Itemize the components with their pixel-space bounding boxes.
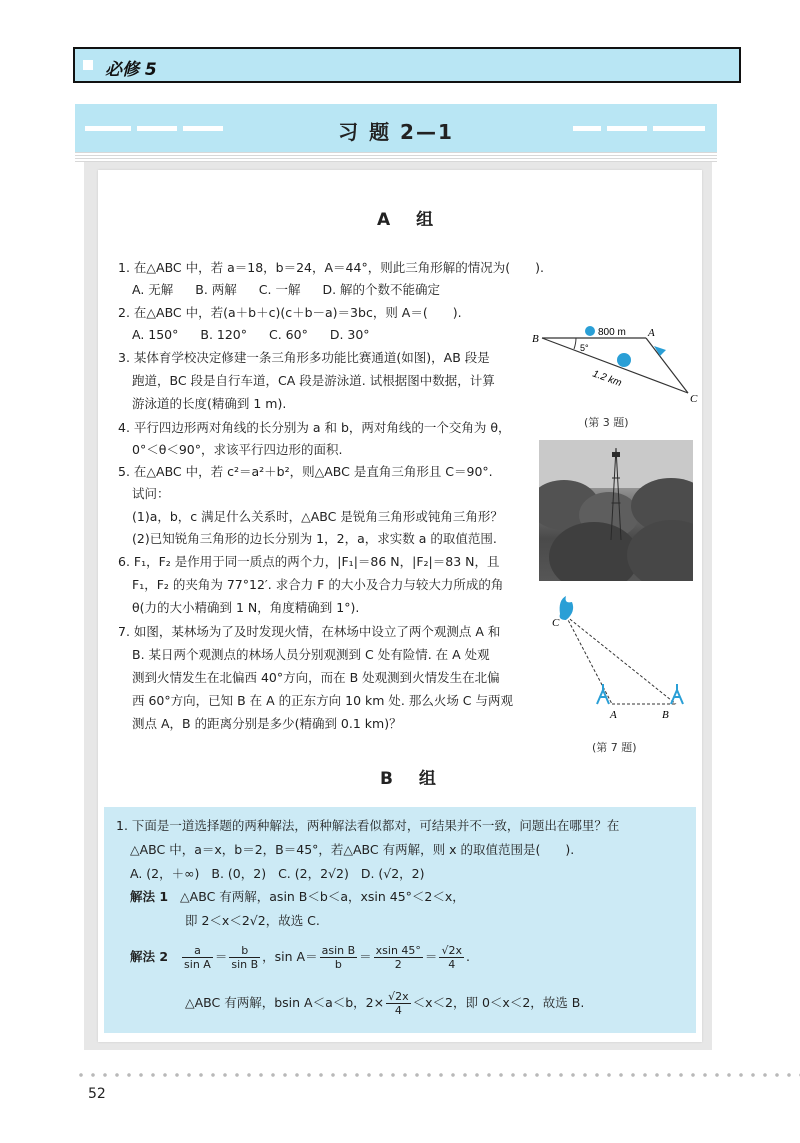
option: B. 两解 <box>195 282 237 297</box>
group-b-title: B 组 <box>380 769 446 789</box>
solution-2-line-2 <box>185 990 584 1017</box>
label-b: B <box>532 333 539 345</box>
solution-1-text: △ABC 有两解，asin B＜b＜a，xsin 45°＜2＜x， <box>180 889 465 904</box>
fraction <box>182 944 213 971</box>
question-2-options <box>118 327 388 342</box>
option: D. (√2，2) <box>360 866 425 881</box>
watch-tower-icon <box>609 448 623 540</box>
option: D. 30° <box>329 327 370 342</box>
header-bar <box>73 47 741 83</box>
b-question-1: 1. 下面是一道选择题的两种解法，两种解法看似都对，可结果并不一致，问题出在哪里？在 <box>116 818 620 833</box>
segment-cb <box>566 616 676 704</box>
option: A. (2，＋∞) <box>130 866 200 881</box>
question-3-line: 跑道，BC 段是自行车道，CA 段是游泳道. 试根据图中数据，计算 <box>132 373 495 388</box>
question-7-line: 西 60°方向，已知 B 在 A 的正东方向 10 km 处. 那么火场 C 与两观 <box>132 693 514 708</box>
figure-3-caption: (第 3 题) <box>584 416 629 429</box>
option: A. 150° <box>132 327 179 342</box>
question-5-part-1: (1)a，b，c 满足什么关系时，△ABC 是锐角三角形或钝角三角形？ <box>132 509 503 524</box>
question-5-part-2: (2)已知锐角三角形的边长分别为 1，2，a，求实数 a 的取值范围. <box>132 531 497 546</box>
fraction <box>386 990 411 1017</box>
period: . <box>465 949 470 964</box>
fire-icon <box>560 596 574 620</box>
fraction <box>229 944 260 971</box>
fraction-num: xsin 45° <box>375 944 421 957</box>
cyclist-icon <box>617 353 631 367</box>
question-5: 5. 在△ABC 中，若 c²＝a²＋b²，则△ABC 是直角三角形且 C＝90°. <box>118 464 493 479</box>
text: △ABC 有两解，bsin A＜a＜b，2× <box>185 995 385 1010</box>
fraction <box>374 944 423 971</box>
angle-arc <box>574 338 576 349</box>
segment-ca <box>566 616 612 704</box>
question-4-line: 0°＜θ＜90°，求该平行四边形的面积. <box>132 442 343 457</box>
option: A. 无解 <box>132 282 174 297</box>
equals: ＝ <box>359 949 372 964</box>
question-7-line: 测点 A，B 的距离分别是多少(精确到 0.1 km)？ <box>132 716 402 731</box>
question-1: 1. 在△ABC 中，若 a＝18，b＝24，A＝44°，则此三角形解的情况为( ). <box>118 260 544 275</box>
label-angle: 5° <box>580 343 589 353</box>
forest-tower-photo <box>539 440 693 581</box>
question-4: 4. 平行四边形两对角线的长分别为 a 和 b，两对角线的一个交角为 θ， <box>118 420 511 435</box>
question-6-line: θ(力的大小精确到 1 N，角度精确到 1°). <box>132 600 360 615</box>
solution-2-label: 解法 2 <box>130 949 169 964</box>
label-c: C <box>552 617 560 629</box>
question-5-line: 试问： <box>132 486 170 501</box>
runner-icon <box>585 326 595 336</box>
photo-tree <box>627 520 693 581</box>
fraction-num: √2x <box>388 990 409 1003</box>
option: C. 60° <box>269 327 308 342</box>
title-band-rule <box>75 152 717 162</box>
question-2: 2. 在△ABC 中，若(a＋b＋c)(c＋b－a)＝3bc，则 A＝( ). <box>118 305 462 320</box>
equals: ＝ <box>424 949 438 964</box>
option: C. (2，2√2) <box>278 866 349 881</box>
option: B. 120° <box>200 327 248 342</box>
group-a-title: A 组 <box>377 210 444 230</box>
section-title-band <box>75 104 717 152</box>
question-7-line: B. 某日两个观测点的林场人员分别观测到 C 处有险情. 在 A 处观 <box>132 647 490 662</box>
label-a: A <box>648 327 655 339</box>
fraction-num: a <box>182 944 213 958</box>
question-3-line: 游泳道的长度(精确到 1 m). <box>132 396 287 411</box>
label-distance-bc: 1.2 km <box>590 368 623 390</box>
question-3: 3. 某体育学校决定修建一条三角形多功能比赛通道(如图)，AB 段是 <box>118 350 490 365</box>
solution-1-line-2: 即 2＜x＜2√2，故选 C. <box>185 913 320 928</box>
section-title: 习 题 2—1 <box>338 120 454 144</box>
fraction-den: b <box>334 958 342 971</box>
option: C. 一解 <box>258 282 301 297</box>
solution-1-label: 解法 1 <box>130 889 169 904</box>
b-question-1-options <box>130 866 443 881</box>
option: D. 解的个数不能确定 <box>322 282 441 297</box>
label-a: A <box>610 709 617 721</box>
tower-a-icon <box>597 684 609 704</box>
page-number: 52 <box>88 1086 106 1102</box>
option: B. (0，2) <box>211 866 267 881</box>
text: ＜x＜2，即 0＜x＜2，故选 B. <box>412 995 585 1010</box>
label-distance-ab: 800 m <box>598 327 626 338</box>
label-b: B <box>662 709 669 721</box>
label-c: C <box>690 393 698 405</box>
header-label: 必修 5 <box>105 60 157 80</box>
question-6: 6. F₁，F₂ 是作用于同一质点的两个力，|F₁|＝86 N，|F₂|＝83 N，且 <box>118 554 500 569</box>
question-7: 7. 如图，某林场为了及时发现火情，在林场中设立了两个观测点 A 和 <box>118 624 501 639</box>
text: ，sin A＝ <box>262 949 318 964</box>
fraction <box>439 944 464 971</box>
b-question-1-line: △ABC 中，a＝x，b＝2，B＝45°，若△ABC 有两解，则 x 的取值范围是( ). <box>130 842 575 857</box>
fraction-num: √2x <box>441 944 462 957</box>
question-7-line: 测到火情发生在北偏西 40°方向，而在 B 处观测到火情发生在北偏 <box>132 670 500 685</box>
figure-3-diagram <box>528 318 700 408</box>
fraction-den: 4 <box>394 1004 402 1017</box>
fraction-num: b <box>229 944 260 958</box>
solution-2-line-1 <box>130 944 470 971</box>
footer-dots <box>75 1072 800 1078</box>
fraction-num: asin B <box>321 944 356 957</box>
tower-b-icon <box>671 684 683 704</box>
solution-1-line-1 <box>130 889 465 904</box>
equals: ＝ <box>214 949 228 964</box>
figure-7-caption: (第 7 题) <box>592 741 637 754</box>
fraction-den: 2 <box>394 958 402 971</box>
question-1-options <box>118 282 458 297</box>
header-square-icon <box>83 60 93 70</box>
fraction-den: sin B <box>231 958 259 971</box>
fraction <box>320 944 358 971</box>
question-6-line: F₁，F₂ 的夹角为 77°12′. 求合力 F 的大小及合力与较大力所成的角 <box>132 577 504 592</box>
fraction-den: sin A <box>184 958 211 971</box>
figure-7-diagram <box>546 594 696 724</box>
fraction-den: 4 <box>448 958 456 971</box>
